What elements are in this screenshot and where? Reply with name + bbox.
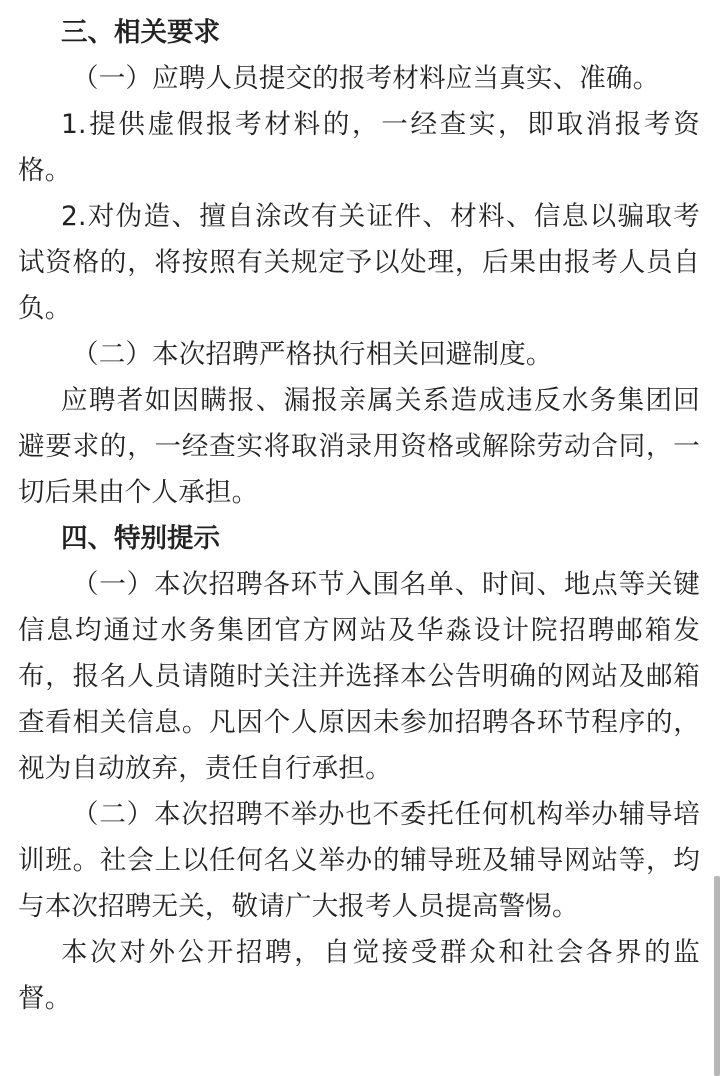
paragraph: （一）本次招聘各环节入围名单、时间、地点等关键信息均通过水务集团官方网站及华淼设计院招聘邮箱发布，报名人员请随时关注并选择本公告明确的网站及邮箱查看相关信息。凡因个人原因未参加招聘各环节程序的，视为自动放弃，责任自行承担。 xyxy=(18,569,700,784)
document-body xyxy=(18,10,700,1022)
section-heading: 四、特别提示 xyxy=(61,523,220,554)
paragraph: 本次对外公开招聘，自觉接受群众和社会各界的监督。 xyxy=(18,937,700,1014)
paragraph: （二）本次招聘不举办也不委托任何机构举办辅导培训班。社会上以任何名义举办的辅导班及辅导网站等，均与本次招聘无关，敬请广大报考人员提高警惕。 xyxy=(18,799,700,922)
section-heading: 三、相关要求 xyxy=(61,17,220,48)
paragraph: （一）应聘人员提交的报考材料应当真实、准确。 xyxy=(72,63,660,94)
paragraph: 2.对伪造、擅自涂改有关证件、材料、信息以骗取考试资格的，将按照有关规定予以处理，后果由报考人员自负。 xyxy=(18,201,700,324)
scrollbar-thumb[interactable] xyxy=(714,876,720,1076)
paragraph: 1.提供虚假报考材料的，一经查实，即取消报考资格。 xyxy=(18,109,700,186)
paragraph: （二）本次招聘严格执行相关回避制度。 xyxy=(72,339,553,370)
paragraph: 应聘者如因瞒报、漏报亲属关系造成违反水务集团回避要求的，一经查实将取消录用资格或解除劳动合同，一切后果由个人承担。 xyxy=(18,385,700,508)
